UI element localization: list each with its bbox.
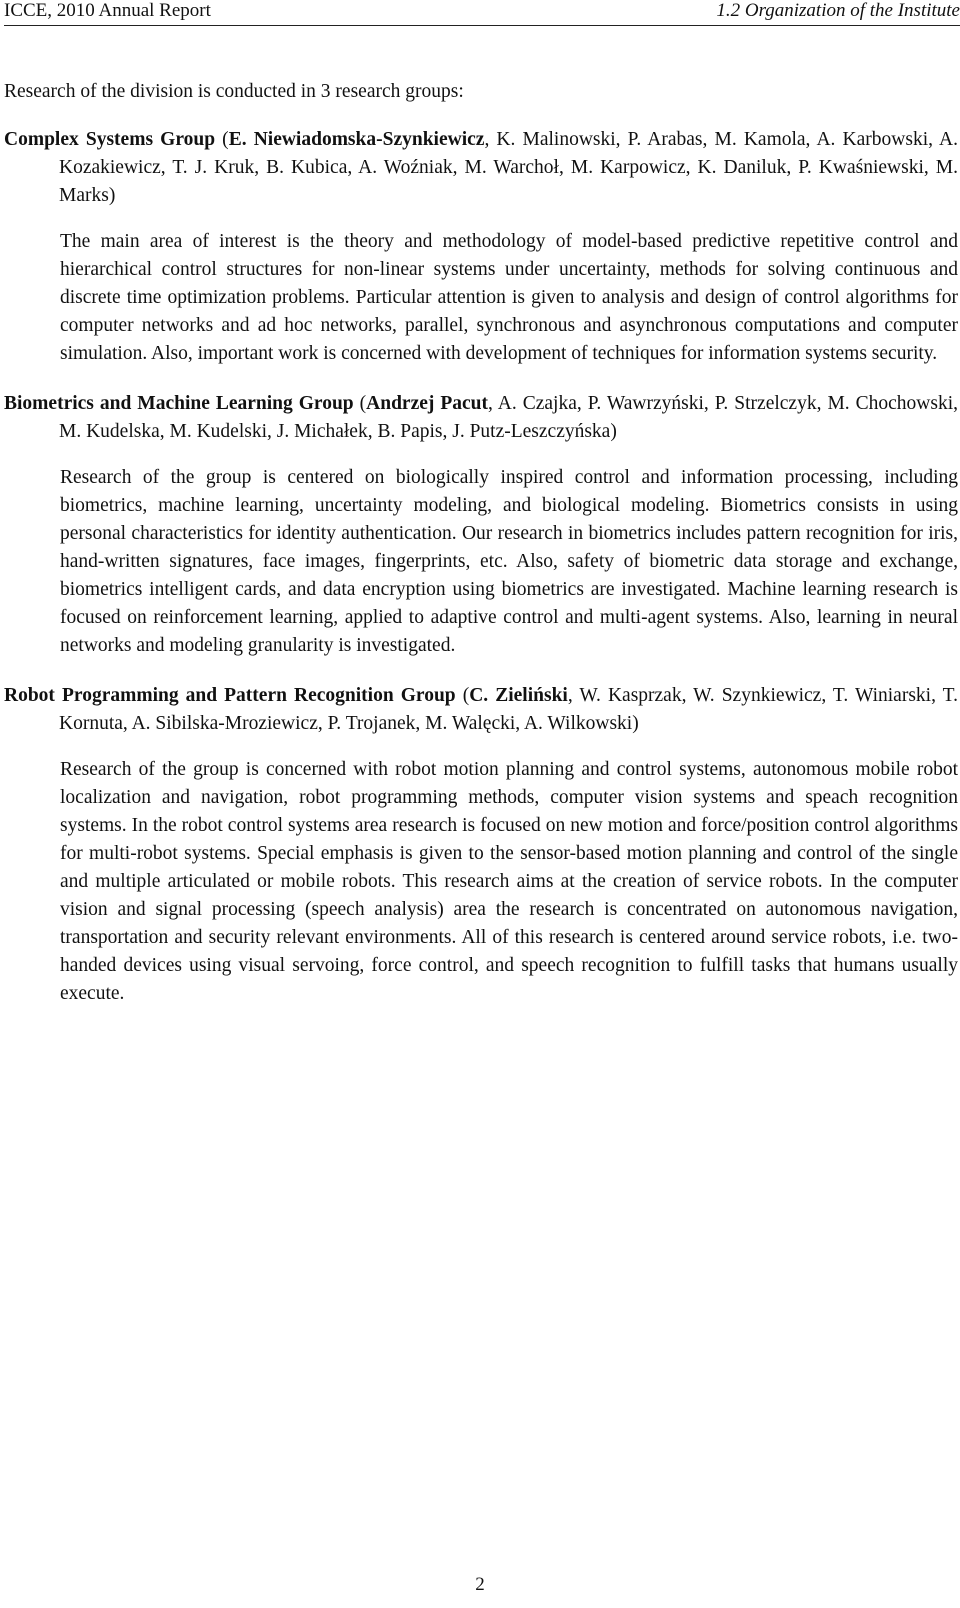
header-section-title: 1.2 Organization of the Institute	[716, 0, 960, 21]
group-name: Complex Systems Group	[4, 129, 216, 150]
group-robot-programming	[4, 682, 958, 1008]
group-heading: Robot Programming and Pattern Recognition Group (C. Zieliński, W. Kasprzak, W. Szynkiewicz, T. Winiarski, T. Kornuta, A. Sibilska-Mroziewicz, P. Trojanek, M. Walęcki, A. Wilkowski)	[4, 685, 958, 734]
group-heading: Biometrics and Machine Learning Group (Andrzej Pacut, A. Czajka, P. Wawrzyński, P. Strzelczyk, M. Chochowski, M. Kudelska, M. Kudelski, J. Michałek, B. Papis, J. Putz-Leszczyńska)	[4, 393, 959, 442]
running-header	[4, 0, 960, 26]
group-members: , W. Kasprzak, W. Szynkiewicz, T. Winiarski, T. Kornuta, A. Sibilska-Mroziewicz, P. Trojanek, M. Walęcki, A. Wilkowski)	[59, 685, 958, 734]
group-leader: C. Zieliński	[469, 685, 568, 706]
group-description: Research of the group is concerned with robot motion planning and control systems, autonomous mobile robot localization and navigation, robot programming methods, computer vision systems and speach recognition systems. In the robot control systems area research is focused on new motion and force/position control algorithms for multi-robot systems. Special emphasis is given to the sensor-based motion planning and control of the single and multiple articulated or mobile robots. This research aims at the creation of service robots. In the computer vision and signal processing (speech analysis) area the research is concentrated on autonomous navigation, transportation and security relevant environments. All of this research is centered around service robots, i.e. two-handed devices using visual servoing, force control, and speech recognition to fulfill tasks that humans usually execute.	[60, 759, 958, 1004]
group-name: Biometrics and Machine Learning Group	[4, 393, 354, 414]
group-name: Robot Programming and Pattern Recognition Group	[4, 685, 456, 706]
group-description: The main area of interest is the theory and methodology of model-based predictive repetitive control and hierarchical control structures for non-linear systems under uncertainty, methods for solving continuous and discrete time optimization problems. Particular attention is given to analysis and design of control algorithms for computer networks and ad hoc networks, parallel, synchronous and asynchronous computations and computer simulation. Also, important work is concerned with development of techniques for information systems security.	[60, 231, 958, 364]
main-content	[4, 78, 958, 1030]
group-description: Research of the group is centered on biologically inspired control and information processing, including biometrics, machine learning, uncertainty modeling, and biological modeling. Biometrics consists in using personal characteristics for identity authentication. Our research in biometrics includes pattern recognition for iris, hand-written signatures, face images, fingerprints, etc. Also, safety of biometric data storage and exchange, biometrics intelligent cards, and data encryption using biometrics are investigated. Machine learning research is focused on reinforcement learning, applied to adaptive control and multi-agent systems. Also, learning in neural networks and modeling granularity is investigated.	[60, 467, 958, 656]
group-members: , K. Malinowski, P. Arabas, M. Kamola, A. Karbowski, A. Kozakiewicz, T. J. Kruk, B. Kubica, A. Woźniak, M. Warchoł, M. Karpowicz, K. Daniluk, P. Kwaśniewski, M. Marks)	[59, 129, 959, 206]
group-biometrics-machine-learning	[4, 390, 958, 660]
group-leader: Andrzej Pacut	[366, 393, 489, 414]
page-number: 2	[475, 1574, 485, 1595]
group-leader: E. Niewiadomska-Szynkiewicz	[228, 129, 485, 150]
intro-paragraph: Research of the division is conducted in 3 research groups:	[4, 81, 464, 102]
group-complex-systems	[4, 126, 958, 368]
group-members: , A. Czajka, P. Wawrzyński, P. Strzelczyk, M. Chochowski, M. Kudelska, M. Kudelski, J. Michałek, B. Papis, J. Putz-Leszczyńska)	[59, 393, 959, 442]
header-report-title: ICCE, 2010 Annual Report	[4, 0, 211, 21]
group-heading: Complex Systems Group (E. Niewiadomska-Szynkiewicz, K. Malinowski, P. Arabas, M. Kamola, A. Karbowski, A. Kozakiewicz, T. J. Kruk, B. Kubica, A. Woźniak, M. Warchoł, M. Karpowicz, K. Daniluk, P. Kwaśniewski, M. Marks)	[4, 129, 959, 206]
